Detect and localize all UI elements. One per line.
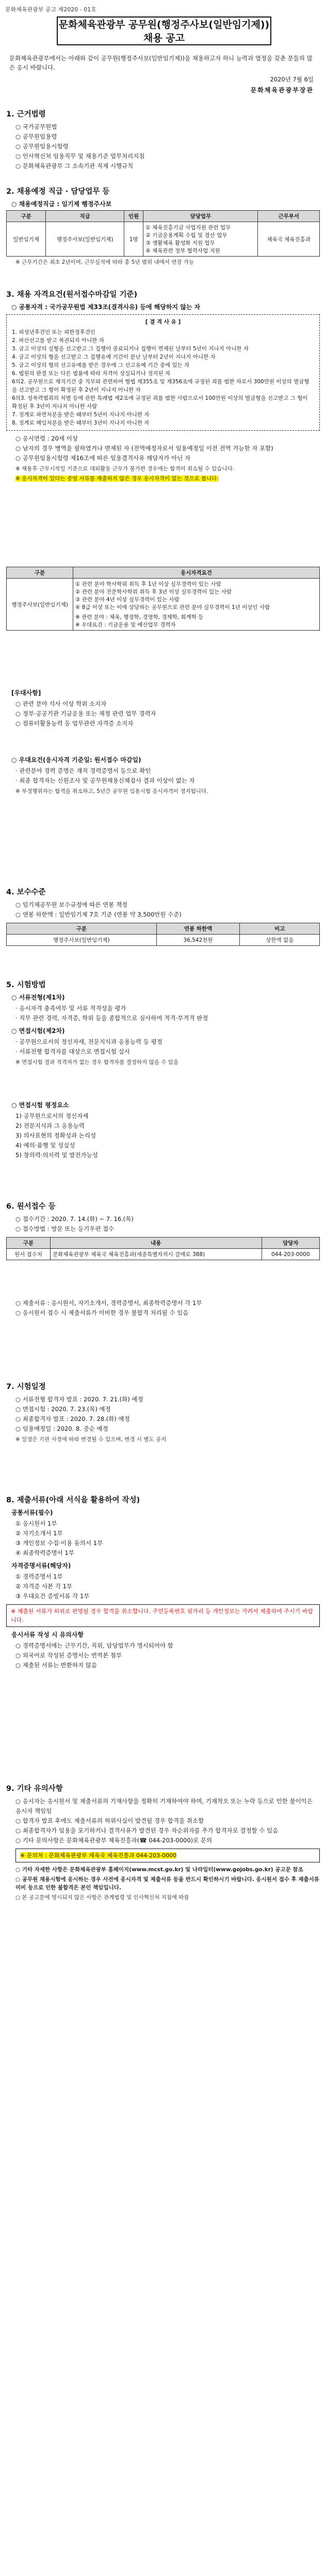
- box-line: 8. 징계로 해임처분을 받은 때부터 3년이 지나지 아니한 자: [12, 420, 150, 426]
- note: ※ 일정은 기관 사정에 따라 변경될 수 있으며, 변경 시 별도 공지: [15, 1436, 167, 1443]
- table-header: 응시자격요건: [73, 567, 320, 579]
- section-preferences: [6, 685, 320, 728]
- sub-heading: ○ 채용예정직급 : 임기제 행정주사보: [11, 200, 112, 208]
- list-item: ○ 컴퓨터활용능력 등 업무관련 자격증 소지자: [15, 720, 134, 727]
- box-line: 7. 징계로 파면처분을 받은 때부터 5년이 지나지 아니한 자: [12, 412, 150, 418]
- list-item: ○ 접수기간 : 2020. 7. 14.(화) ~ 7. 16.(목): [15, 1215, 134, 1223]
- box-line: 6의3. 성폭력범죄의 처벌 등에 관한 특례법 제2조에 규정된 죄를 범한 사람으로서 100만원 이상의 벌금형을 선고받고 그 형이 확정된 후 3년이 지나지 아니한 사람: [12, 395, 308, 410]
- sub-heading: 자격증명서류(해당자): [11, 1562, 71, 1569]
- list-item: ○ 관련 분야 석사 이상 학위 소지자: [15, 700, 107, 707]
- list-item: ○ 연봉 하한액 : 일반임기제 7호 기준 (연봉 약 3,500만원 수준): [15, 911, 182, 918]
- box-line: 1. 피성년후견인 또는 피한정후견인: [12, 329, 96, 335]
- sub-heading: 응시서류 작성 시 유의사항: [11, 1631, 84, 1638]
- list-item: ○ 기타 문의사항은 문화체육관광부 체육진흥과(☎ 044-203-0000)로 문의: [15, 1837, 213, 1844]
- list-item: 2) 전문지식과 그 응용능력: [15, 1122, 85, 1129]
- table-cell: 일반임기제: [7, 222, 46, 257]
- table-header: 구분: [7, 567, 73, 579]
- list-item: ○ 공무원임용령: [15, 133, 57, 140]
- table-header: 인원: [124, 211, 143, 222]
- box-title: [ 결 격 사 유 ]: [145, 319, 181, 325]
- table-header: 근무부서: [258, 211, 320, 222]
- list-item: ○ 국가공무원법: [15, 123, 57, 130]
- table-cell: 상한액 없음: [240, 935, 320, 946]
- section-title: 1. 근거법령: [6, 110, 46, 118]
- sub-heading: ○ 면접시험 평정요소: [11, 1101, 69, 1109]
- section-position: [6, 185, 320, 266]
- list-item: ○ 응시연령 : 20세 이상: [15, 435, 78, 442]
- section-title: 6. 원서접수 등: [6, 1202, 56, 1211]
- duty-item: ① 체육진흥기금 사업지원 관련 업무: [145, 225, 231, 231]
- table-header: 담당자: [262, 1238, 319, 1249]
- notice-number: 문화체육관광부 공고 제2020 - 01호: [5, 6, 96, 13]
- section-salary: [6, 886, 320, 946]
- list-item: ① 응시원서 1부: [15, 1520, 57, 1527]
- section-interview-criteria: [6, 1097, 320, 1160]
- table-cell: [143, 222, 258, 257]
- box-line: 4. 금고 이상의 형을 선고받고 그 집행유예 기간이 끝난 날부터 2년이 지나지 아니한 자: [12, 354, 216, 360]
- list-item: ○ 임용예정일 : 2020. 8. 중순 예정: [15, 1425, 108, 1432]
- section-title: 9. 기타 유의사항: [6, 1785, 63, 1793]
- list-item: ○ 면접시험 : 2020. 7. 23.(목) 예정: [15, 1405, 111, 1413]
- table-header: 비고: [240, 923, 320, 935]
- list-item: ② 자기소개서 1부: [15, 1530, 63, 1537]
- list-item: ○ 제출서류 : 응시원서, 자기소개서, 경력증명서, 최종학력증명서 각 1부: [15, 1299, 202, 1307]
- warning-box: ※ 제출된 서류가 허위로 판명될 경우 합격을 취소합니다. 주민등록번호 뒷자리 등 개인정보는 가려서 제출하여 주시기 바랍니다.: [6, 1604, 320, 1627]
- section-preference-criteria: [6, 752, 320, 795]
- duty-item: ③ 생활체육 활성화 지원 업무: [145, 240, 215, 246]
- application-table: [6, 1237, 320, 1260]
- table-header: 연봉 하한액: [156, 923, 240, 935]
- list-item: ○ 최종합격자 발표 : 2020. 7. 28.(화) 예정: [15, 1415, 130, 1422]
- list-item: · 직무 관련 경력, 자격증, 학위 등을 종합적으로 심사하여 적격·부적격 판정: [15, 1014, 208, 1022]
- list-item: ② 자격증 사본 각 1부: [15, 1583, 73, 1590]
- req-item: ④ 8급 이상 또는 이에 상당하는 공무원으로 관련 분야 실무경력이 1년 이상인 사람: [75, 604, 270, 611]
- section-schedule: [6, 1381, 320, 1444]
- box-line: 3. 금고 이상의 실형을 선고받고 그 집행이 종료되거나 집행이 면제된 날부터 5년이 지나지 아니한 자: [12, 346, 249, 352]
- salary-table: [6, 923, 320, 946]
- list-item: ○ 남자의 경우 병역을 필하였거나 면제된 자 (전역예정자로서 임용예정일 이전 전역 가능한 자 포함): [15, 445, 273, 452]
- list-item: ○ 최종합격자가 임용을 포기하거나 결격사유가 발견된 경우 차순위자를 추가 합격자로 결정할 수 있음: [15, 1827, 279, 1834]
- list-item: · 공무원으로서의 정신자세, 전문지식과 응용능력 등 평정: [15, 1038, 162, 1045]
- table-header: 구분: [7, 1238, 51, 1249]
- list-item: · 응시자격 충족여부 및 서류 적격성을 평가: [15, 1005, 126, 1012]
- red-note: ○ 공무원 채용시험에 응시하는 경우 사전에 응시자격 및 제출서류 등을 반드시 확인하시기 바랍니다. 응시원서 접수 후 제출서류 미비 등으로 인한 불합격은 본인 책임입니다.: [15, 1876, 319, 1891]
- section-title: 5. 시험방법: [6, 981, 46, 989]
- table-header: 구분: [7, 923, 157, 935]
- table-row: [7, 935, 320, 946]
- section-title: 2. 채용예정 직급 · 담당업무 등: [6, 188, 110, 196]
- list-item: ○ 정부·공공기관 기금운용 또는 재정 관련 업무 경력자: [15, 710, 156, 717]
- section-title: 4. 보수수준: [6, 888, 46, 896]
- table-row: [7, 222, 320, 257]
- list-item: ○ 인사혁신처 임용직무 및 채용기준 업무처리지침: [15, 152, 145, 160]
- table-cell: 044-203-0000: [262, 1249, 319, 1260]
- list-item: ○ 공무원임용시험령 제16조에 따른 임용결격사유 해당자가 아닌 자: [15, 454, 191, 462]
- section-qualifications: [6, 289, 320, 483]
- list-item: ③ 우대요건 증빙서류 각 1부: [15, 1592, 90, 1600]
- duty-item: ④ 체육관련 정부 협력사업 지원: [145, 248, 220, 254]
- note: ※ 면접시험 결과 적격자가 없는 경우 합격자를 결정하지 않을 수 있음: [15, 1059, 179, 1065]
- box-line: 2. 파산선고를 받고 복권되지 아니한 자: [12, 337, 104, 344]
- contact-box: [15, 1849, 320, 1862]
- highlight-text: ※ 문의처 : 문화체육관광부 체육국 체육진흥과 044-203-0000: [20, 1852, 177, 1859]
- table-cell: 행정주사보(일반임기제): [46, 222, 124, 257]
- list-item: ① 경력증명서 1부: [15, 1573, 63, 1580]
- table-cell: 문화체육관광부 체육국 체육진흥과(세종특별자치시 갈매로 388): [50, 1249, 262, 1260]
- req-item: ③ 관련 분야 4년 이상 실무경력이 있는 사람: [75, 597, 180, 603]
- table-header: 구분: [7, 211, 46, 222]
- table-row: [7, 1249, 320, 1260]
- list-item: ○ 접수방법 : 방문 또는 등기우편 접수: [15, 1225, 115, 1232]
- box-line: 6의2. 공무원으로 재직기간 중 직무와 관련하여 형법 제355조 및 제356조에 규정된 죄를 범한 자로서 300만원 이상의 벌금형을 선고받고 그 형이 확정된 후 2년이 지나지 아니한 자: [12, 379, 309, 393]
- highlight-text: ※ 응시자격이 있다는 증빙 서류를 제출하지 않은 경우 응시자격이 없는 것으로 봅니다.: [15, 476, 219, 482]
- duty-item: ② 기금운용계획 수립 및 결산 업무: [145, 232, 227, 239]
- title-line-2: 채용 공고: [143, 32, 185, 44]
- list-item: ○ 임기제공무원 보수규정에 따른 연봉 책정: [15, 901, 128, 908]
- list-item: ③ 개인정보 수집·이용 동의서 1부: [15, 1539, 103, 1547]
- title-box: [57, 16, 271, 45]
- sub-heading: ○ 면접시험(제2차): [11, 1027, 65, 1035]
- section-other-notes: [6, 1783, 320, 1902]
- list-item: ○ 응시자는 응시원서 및 제출서류의 기재사항을 정확히 기재하여야 하며, 기재착오 또는 누락 등으로 인한 불이익은 응시자 책임임: [15, 1798, 313, 1815]
- red-note: ○ 기타 자세한 사항은 문화체육관광부 홈페이지(www.mcst.go.kr) 및 나라일터(www.gojobs.go.kr) 공고문 참조: [15, 1867, 303, 1873]
- sub-heading: ○ 우대요건(응시자격 기준일: 원서접수 마감일): [11, 756, 141, 764]
- list-item: ○ 서류전형 합격자 발표 : 2020. 7. 21.(화) 예정: [15, 1396, 143, 1403]
- disqualification-box: [6, 314, 320, 431]
- note: ※ 근무기간은 최초 2년이며, 근무실적에 따라 총 5년 범위 내에서 연장 가능: [15, 259, 194, 265]
- sub-heading: [우대사항]: [11, 689, 41, 697]
- section-requirements-table: [6, 567, 320, 631]
- list-item: ○ 응시원서 접수 시 제출서류가 미비한 경우 불합격 처리될 수 있음: [15, 1309, 189, 1316]
- list-item: · 최종 합격자는 신원조사 및 공무원채용신체검사 결과 이상이 없는 자: [15, 777, 195, 784]
- note: ○ 본 공고문에 명시되지 않은 사항은 관계법령 및 인사혁신처 지침에 따름: [15, 1894, 189, 1901]
- list-item: ④ 최종학력증명서 1부: [15, 1549, 74, 1556]
- section-title: 8. 제출서류(아래 서식을 활용하여 작성): [6, 1496, 140, 1504]
- title-line-1: 문화체육관광부 공무원(행정주사보(일반임기제)): [58, 19, 270, 30]
- sub-heading: 공통서류(필수): [11, 1509, 53, 1516]
- table-cell: 1명: [124, 222, 143, 257]
- list-item: 5) 창의력·의지력 및 발전가능성: [15, 1151, 98, 1159]
- section-application-docs: [6, 1298, 320, 1318]
- req-item: ① 관련 분야 학사학위 취득 후 1년 이상 실무경력이 있는 사람: [75, 581, 221, 587]
- list-item: 3) 의사표현의 정확성과 논리성: [15, 1132, 96, 1139]
- extra-note: ※ 우대요건 : 기금운용 및 예산업무 경력자: [75, 622, 176, 628]
- intro-text: 문화체육관광부에서는 아래와 같이 공무원(행정주사보(일반임기제))을 채용하고자 하니 능력과 열정을 갖춘 분들의 많은 응시 바랍니다.: [9, 55, 313, 71]
- box-line: 5. 금고 이상의 형의 선고유예를 받은 경우에 그 선고유예 기간 중에 있는 자: [12, 362, 190, 368]
- table-cell: 행정주사보(일반임기제): [7, 579, 73, 631]
- position-table: [6, 210, 320, 257]
- section-title: 3. 채용 자격요건(원서접수마감일 기준): [6, 291, 138, 299]
- req-item: ② 관련 분야 전문학사학위 취득 후 3년 이상 실무경력이 있는 사람: [75, 589, 232, 595]
- field-label: ※ 관련 분야 : 체육, 행정학, 경영학, 경제학, 회계학 등: [75, 614, 204, 620]
- notice-date: 2020년 7월 6일: [270, 76, 314, 83]
- table-header: 직급: [46, 211, 124, 222]
- section-documents: [6, 1494, 320, 1670]
- list-item: ○ 경력증명서에는 근무기간, 직위, 담당업무가 명시되어야 함: [15, 1642, 173, 1649]
- table-cell: 36,542천원: [156, 935, 240, 946]
- list-item: 4) 예의·품행 및 성실성: [15, 1142, 75, 1149]
- list-item: ○ 문화체육관광부 그 소속기관 직제 시행규칙: [15, 162, 134, 170]
- list-item: ○ 외국어로 작성된 증명서는 번역본 첨부: [15, 1652, 122, 1659]
- list-item: ○ 합격자 발표 후에도 제출서류의 허위사실이 발견될 경우 합격을 취소함: [15, 1817, 204, 1824]
- section-exam-method: [6, 979, 320, 1066]
- table-cell: [73, 579, 320, 631]
- red-note: [15, 474, 320, 483]
- box-line: 6. 법원의 판결 또는 다른 법률에 따라 자격이 상실되거나 정지된 자: [12, 370, 171, 377]
- list-item: 1) 공무원으로서의 정신자세: [15, 1112, 89, 1120]
- requirements-table: [6, 567, 320, 631]
- section-title: 7. 시험일정: [6, 1383, 46, 1391]
- list-item: ○ 제출된 서류는 반환하지 않음: [15, 1662, 97, 1669]
- sub-heading: ○ 공통자격 : 국가공무원법 제33조(결격사유) 등에 해당하지 않는 자: [11, 303, 201, 311]
- table-header: 담당업무: [143, 211, 258, 222]
- table-header: 내용: [50, 1238, 262, 1249]
- table-row: [7, 579, 320, 631]
- table-cell: 체육국 체육진흥과: [258, 222, 320, 257]
- table-cell: 행정주사보(일반임기제): [7, 935, 157, 946]
- red-note: ※ 부정행위자는 합격을 취소하고, 5년간 공무원 임용시험 응시자격이 정지됩니다.: [15, 788, 208, 794]
- list-item: · 관련분야 경력 증명은 재직 경력증명서 등으로 확인: [15, 767, 151, 774]
- table-cell: 원서 접수처: [7, 1249, 51, 1260]
- section-application: [6, 1200, 320, 1260]
- list-item: · 서류전형 합격자를 대상으로 면접시험 실시: [15, 1048, 130, 1055]
- red-note: ※ 채용후 근무시작일 기준으로 대외활동 근무가 불가한 경우에는 합격이 취소될 수 있습니다.: [15, 466, 235, 472]
- section-legal-basis: [6, 108, 320, 171]
- list-item: ○ 공무원임용시험령: [15, 143, 69, 150]
- issuing-org: 문화체육관광부장관: [250, 87, 314, 94]
- sub-heading: ○ 서류전형(제1차): [11, 994, 65, 1001]
